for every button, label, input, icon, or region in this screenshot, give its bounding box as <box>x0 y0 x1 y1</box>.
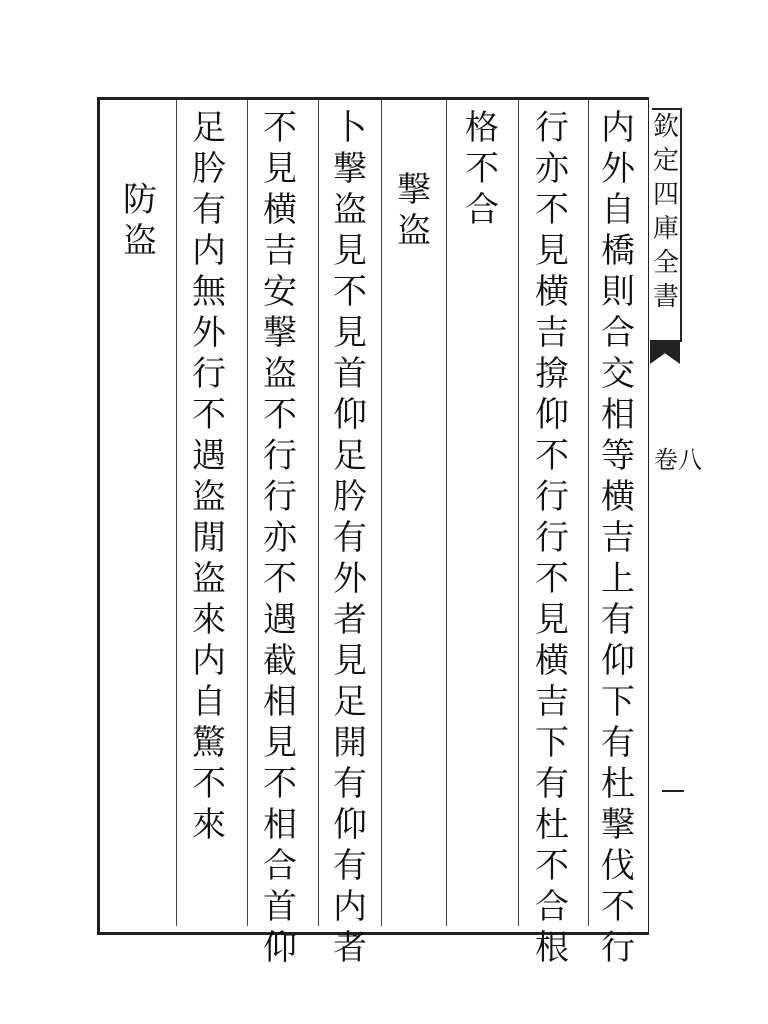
glyph: 行 <box>192 354 226 394</box>
glyph: 有 <box>192 190 226 230</box>
glyph: 外 <box>601 149 635 189</box>
text-column-6 <box>256 108 304 969</box>
glyph: 外 <box>192 313 226 353</box>
glyph: 撃 <box>601 805 635 845</box>
margin-tick <box>662 790 684 792</box>
glyph: 防 <box>123 180 157 220</box>
glyph: 行 <box>601 928 635 968</box>
glyph: 不 <box>192 395 226 435</box>
text-column-8 <box>116 180 164 262</box>
glyph: 不 <box>535 190 569 230</box>
glyph: 相 <box>601 395 635 435</box>
margin-glyph: 定 <box>652 146 679 176</box>
column-rule <box>588 100 589 926</box>
glyph: 不 <box>263 764 297 804</box>
glyph: 不 <box>535 436 569 476</box>
glyph: 開 <box>333 723 367 763</box>
column-rule <box>176 100 177 926</box>
glyph: 横 <box>263 190 297 230</box>
glyph: 見 <box>263 723 297 763</box>
column-rule <box>381 100 382 926</box>
margin-glyph: 庫 <box>652 214 679 244</box>
glyph: 者 <box>333 928 367 968</box>
glyph: 不 <box>333 272 367 312</box>
glyph: 自 <box>192 682 226 722</box>
column-rule <box>247 100 248 926</box>
glyph: 不 <box>192 764 226 804</box>
margin-glyph: 四 <box>652 180 679 210</box>
glyph: 橋 <box>601 231 635 271</box>
margin-glyph: 書 <box>652 282 679 312</box>
glyph: 杜 <box>535 805 569 845</box>
glyph: 等 <box>601 436 635 476</box>
glyph: 横 <box>535 641 569 681</box>
glyph: 不 <box>535 846 569 886</box>
glyph: 横 <box>535 272 569 312</box>
glyph: 盗 <box>333 190 367 230</box>
glyph: 不 <box>263 108 297 148</box>
glyph: 横 <box>601 477 635 517</box>
glyph: 相 <box>263 805 297 845</box>
glyph: 合 <box>465 190 499 230</box>
glyph: 内 <box>192 641 226 681</box>
glyph: 遇 <box>192 436 226 476</box>
glyph: 吉 <box>263 231 297 271</box>
glyph: 見 <box>333 231 367 271</box>
glyph: 來 <box>192 805 226 845</box>
margin-glyph: 欽 <box>652 112 679 142</box>
glyph: 撃 <box>397 170 431 210</box>
glyph: 有 <box>535 764 569 804</box>
glyph: 足 <box>192 108 226 148</box>
glyph: 格 <box>465 108 499 148</box>
glyph: 内 <box>601 108 635 148</box>
glyph: 吉 <box>535 682 569 722</box>
glyph: 足 <box>333 436 367 476</box>
glyph: 有 <box>601 723 635 763</box>
text-column-2 <box>528 108 576 969</box>
glyph: 内 <box>192 231 226 271</box>
margin-glyph: 全 <box>652 248 679 278</box>
glyph: 仰 <box>333 805 367 845</box>
margin-book-title <box>652 108 682 342</box>
glyph: 來 <box>192 600 226 640</box>
column-rule <box>518 100 519 926</box>
glyph: 仰 <box>535 395 569 435</box>
glyph: 有 <box>333 764 367 804</box>
glyph: 上 <box>601 559 635 599</box>
glyph: 有 <box>601 600 635 640</box>
glyph: 見 <box>535 600 569 640</box>
glyph: 仰 <box>263 928 297 968</box>
glyph: 不 <box>601 887 635 927</box>
glyph: 不 <box>535 559 569 599</box>
glyph: 外 <box>333 559 367 599</box>
glyph: 伐 <box>601 846 635 886</box>
glyph: 合 <box>601 313 635 353</box>
margin-volume: 卷八 <box>654 446 702 474</box>
glyph: 見 <box>263 149 297 189</box>
glyph: 不 <box>465 149 499 189</box>
glyph: 見 <box>333 313 367 353</box>
glyph: 仰 <box>601 641 635 681</box>
glyph: 盗 <box>123 221 157 261</box>
glyph: 不 <box>263 559 297 599</box>
glyph: 撃 <box>263 313 297 353</box>
glyph: 亦 <box>263 518 297 558</box>
glyph: 揜 <box>535 354 569 394</box>
column-rule <box>318 100 319 926</box>
glyph: 盗 <box>263 354 297 394</box>
glyph: 首 <box>333 354 367 394</box>
glyph: 行 <box>263 477 297 517</box>
text-column-3 <box>458 108 506 231</box>
text-column-7 <box>185 108 233 846</box>
glyph: 吉 <box>601 518 635 558</box>
glyph: 根 <box>535 928 569 968</box>
glyph: 肣 <box>333 477 367 517</box>
glyph: 吉 <box>535 313 569 353</box>
glyph: 者 <box>333 600 367 640</box>
glyph: 盗 <box>192 559 226 599</box>
glyph: 有 <box>333 518 367 558</box>
glyph: 首 <box>263 887 297 927</box>
glyph: 不 <box>263 395 297 435</box>
glyph: 相 <box>263 682 297 722</box>
column-rule <box>446 100 447 926</box>
text-column-4 <box>390 170 438 252</box>
glyph: 行 <box>535 108 569 148</box>
glyph: 遇 <box>263 600 297 640</box>
text-column-5 <box>326 108 374 969</box>
glyph: 安 <box>263 272 297 312</box>
glyph: 合 <box>263 846 297 886</box>
glyph: 内 <box>333 887 367 927</box>
glyph: 卜 <box>333 108 367 148</box>
glyph: 無 <box>192 272 226 312</box>
glyph: 行 <box>535 518 569 558</box>
glyph: 則 <box>601 272 635 312</box>
glyph: 合 <box>535 887 569 927</box>
glyph: 杜 <box>601 764 635 804</box>
fishtail-mark <box>650 340 680 364</box>
glyph: 足 <box>333 682 367 722</box>
glyph: 下 <box>535 723 569 763</box>
glyph: 閒 <box>192 518 226 558</box>
glyph: 有 <box>333 846 367 886</box>
glyph: 亦 <box>535 149 569 189</box>
glyph: 自 <box>601 190 635 230</box>
glyph: 盗 <box>397 211 431 251</box>
glyph: 仰 <box>333 395 367 435</box>
glyph: 驚 <box>192 723 226 763</box>
glyph: 見 <box>333 641 367 681</box>
glyph: 盗 <box>192 477 226 517</box>
glyph: 肣 <box>192 149 226 189</box>
glyph: 截 <box>263 641 297 681</box>
glyph: 行 <box>263 436 297 476</box>
glyph: 交 <box>601 354 635 394</box>
glyph: 下 <box>601 682 635 722</box>
glyph: 撃 <box>333 149 367 189</box>
text-column-1 <box>594 108 642 969</box>
glyph: 見 <box>535 231 569 271</box>
glyph: 行 <box>535 477 569 517</box>
